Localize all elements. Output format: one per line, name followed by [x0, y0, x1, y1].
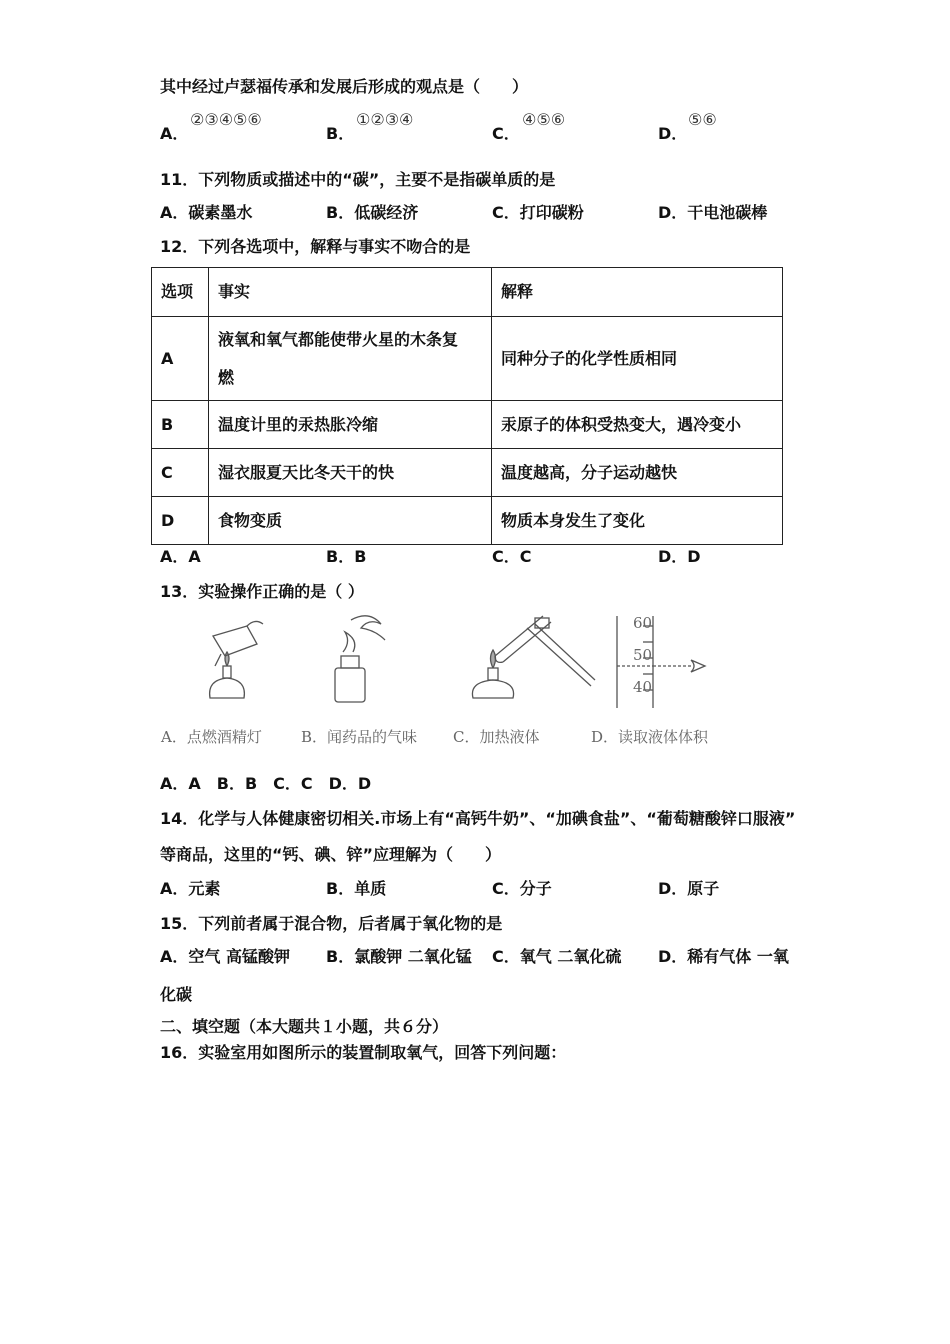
q14-option-c: C．分子 — [492, 879, 552, 898]
row-b-explain: 汞原子的体积受热变大，遇冷变小 — [492, 401, 783, 449]
q11-option-a: A．碳素墨水 — [160, 203, 253, 222]
row-c-explain: 温度越高，分子运动越快 — [492, 449, 783, 497]
caption-c: C．加热液体 — [453, 728, 540, 746]
q11-stem: 11．下列物质或描述中的“碳”，主要不是指碳单质的是 — [160, 170, 556, 189]
q14-option-b: B．单质 — [326, 879, 387, 898]
row-d-fact: 食物变质 — [209, 497, 492, 545]
graduated-cylinder-figure — [617, 616, 705, 708]
q14-stem-line1: 14．化学与人体健康密切相关.市场上有“高钙牛奶”、“加碘食盐”、“葡萄糖酸锌口服液” — [160, 809, 796, 828]
q12-option-c: C．C — [492, 547, 532, 566]
q12-option-a: A．A — [160, 547, 201, 566]
q10-option-b-value: ①②③④ — [356, 110, 414, 129]
scale-50: 50 — [633, 646, 653, 664]
table-row — [152, 401, 783, 449]
q12-table — [151, 267, 783, 545]
section-title: 二、填空题（本大题共１小题，共６分） — [160, 1017, 449, 1036]
q10-option-c-value: ④⑤⑥ — [522, 110, 566, 129]
q15-option-c: C．氧气 二氧化硫 — [492, 947, 622, 966]
q11-option-b: B．低碳经济 — [326, 203, 419, 222]
q11-option-d: D．干电池碳棒 — [658, 203, 768, 222]
row-a-fact-line1: 液氧和氧气都能使带火星的木条复 — [218, 329, 459, 349]
heating-tube-figure — [472, 616, 595, 698]
table-row — [152, 317, 783, 401]
row-a-explain: 同种分子的化学性质相同 — [492, 317, 783, 401]
row-b-fact: 温度计里的汞热胀冷缩 — [209, 401, 492, 449]
row-d-explain: 物质本身发生了变化 — [492, 497, 783, 545]
q10-option-a-value: ②③④⑤⑥ — [190, 110, 262, 129]
q13-figure — [155, 608, 755, 758]
scale-60: 60 — [633, 614, 653, 632]
caption-b: B．闻药品的气味 — [301, 728, 418, 746]
q10-option-b-label: B． — [326, 124, 355, 143]
header-option: 选项 — [152, 268, 209, 317]
q10-option-d-value: ⑤⑥ — [688, 110, 717, 129]
reagent-bottle-figure — [335, 616, 385, 702]
caption-a: A．点燃酒精灯 — [161, 728, 262, 746]
q11-option-c: C．打印碳粉 — [492, 203, 584, 222]
q16-stem: 16．实验室用如图所示的装置制取氧气，回答下列问题： — [160, 1043, 567, 1062]
row-a-option: A — [152, 317, 209, 401]
table-row — [152, 497, 783, 545]
q12-option-d: D．D — [658, 547, 701, 566]
q12-option-b: B．B — [326, 547, 367, 566]
caption-d: D．读取液体体积 — [591, 728, 709, 746]
q15-option-a: A．空气 高锰酸钾 — [160, 947, 290, 966]
q10-option-d-label: D． — [658, 124, 688, 143]
table-row — [152, 449, 783, 497]
q14-stem-line2: 等商品，这里的“钙、碘、锌”应理解为（ ） — [160, 845, 502, 864]
row-c-fact: 湿衣服夏天比冬天干的快 — [209, 449, 492, 497]
row-a-fact — [209, 317, 492, 401]
q14-option-a: A．元素 — [160, 879, 221, 898]
q15-option-d-wrap: 化碳 — [160, 985, 193, 1004]
q15-option-b: B．氯酸钾 二氧化锰 — [326, 947, 472, 966]
row-b-option: B — [152, 401, 209, 449]
table-header-row — [152, 268, 783, 317]
header-explain: 解释 — [492, 268, 783, 317]
q13-options: A．A B．B C．C D．D — [160, 774, 372, 793]
q10-option-a-label: A． — [160, 124, 189, 143]
q14-option-d: D．原子 — [658, 879, 720, 898]
q13-stem: 13．实验操作正确的是（ ） — [160, 582, 364, 601]
row-d-option: D — [152, 497, 209, 545]
q10-stem: 其中经过卢瑟福传承和发展后形成的观点是（ ） — [160, 77, 529, 96]
q10-option-c-label: C． — [492, 124, 520, 143]
scale-40: 40 — [633, 678, 653, 696]
alcohol-lamp-figure — [210, 621, 263, 698]
q15-option-d: D．稀有气体 一氧 — [658, 947, 789, 966]
q15-stem: 15．下列前者属于混合物，后者属于氧化物的是 — [160, 914, 503, 933]
header-fact: 事实 — [209, 268, 492, 317]
row-c-option: C — [152, 449, 209, 497]
row-a-fact-line2: 燃 — [218, 367, 235, 387]
q12-stem: 12．下列各选项中，解释与事实不吻合的是 — [160, 237, 471, 256]
